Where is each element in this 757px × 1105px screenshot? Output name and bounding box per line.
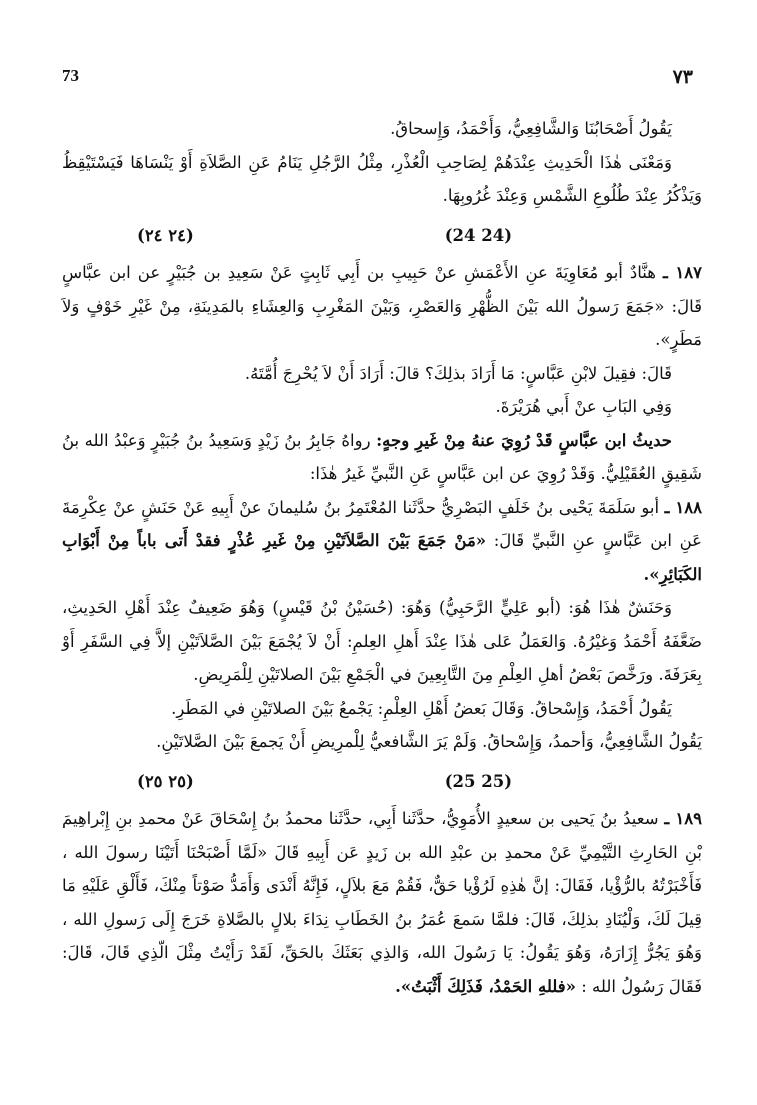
paragraph: يَقُولُ الشَّافِعِيُّ، وَأحمدُ، وَإِسْحاقُ. وَلَمْ يَرَ الشَّافعيُّ لِلْمرِيضِ أَنْ يَجمعَ بَيْنَ الصَّلاتَيْنِ. (156, 732, 702, 751)
paragraph: يَقُولُ أَحْمَدُ، وَإِسْحاقُ. وَقَالَ بَعضُ أَهْلِ العِلْمِ: يَجْمعُ بَيْنَ الصلاتَيْنِ في المَطَرِ. (171, 698, 672, 718)
paragraph: وَحَنَشٌ هٰذَا هُوَ: (أبو عَلِيٍّ الرَّحَبِيُّ) وَهُوَ: (حُسَيْنُ بْنُ قَيْسٍ) وَهُوَ ضَعِيفٌ عِنْدَ أَهْلِ الحَدِيثِ، ضَعَّفَهُ أَحْمَدُ وَغيْرُهُ. وَالعَمَلُ عَلى هٰذَا عِنْدَ أَهلِ العِلمِ: أَنْ لاَ يُجْمَعَ بَيْنَ الصَّلاَتَيْنِ إلاَّ فِي السَّفَرِ أَوْ بِعَرَفَةَ. ورَخَّصَ بَعْضُ أهلِ العِلْمِ مِنَ التَّابِعِينَ في الْجَمْعِ بَيْنَ الصلاتَيْنِ لِلْمَرِيضِ. (62, 598, 702, 684)
hadith-matn: «مَنْ جَمَعَ بَيْنَ الصَّلاَتَيْنِ مِنْ غَيرِ عُذْرٍ فقدْ أَتى باباً مِنْ أَبْوَابِ الكَبَائِرِ». (62, 531, 702, 584)
grading-text: رواهُ جَابِرُ بنُ زَيْدٍ وَسَعِيدُ بنُ جُبَيْرٍ وَعبْدُ الله بنُ شَقِيقٍ العُقَيْلِيُّ. وَقَدْ رُوِيَ عن ابن عَبَّاسٍ عَنِ النَّبيِّ غَيرُ هٰذَا: (62, 430, 702, 483)
grading-paragraph (62, 424, 702, 491)
hadith-text: أبو سَلَمَةَ يَحْيى بنُ خَلَفٍ البَصْرِيُّ حدَّثَنا المُعْتَمِرُ بنُ سُليمانَ عنْ أَبِيهِ عَنْ حَنَشٍ عنْ عِكْرِمَةَ عَنِ ابن عَبَّاسٍ عنِ النَّبيِّ قَالَ: (62, 497, 702, 550)
section-number-arabic: (٢٥ ٢٥) (137, 771, 194, 791)
page-content (62, 112, 702, 1003)
hadith-text: هنَّادٌ أبو مُعَاوِيَةَ عنِ الأَعْمَشِ عنْ حَبِيبِ بن أَبِي ثَابِتٍ عَنْ سَعِيدِ بن جُبَيْرٍ عن ابن عبَّاسٍ قَالَ: «جَمَعَ رَسولُ الله بَيْنَ الظُّهْرِ وَالعَصْرِ، وَبَيْنَ المَغْرِبِ وَالعِشَاءِ بالمَدِينَةِ، مِنْ غَيْرِ خَوْفٍ وَلاَ مَطَرٍ». (62, 263, 702, 349)
grading-statement: حديثُ ابن عبَّاسٍ قَدْ رُوِيَ عنهُ مِنْ غَيرِ وجهٍ: (376, 430, 672, 450)
section-header (62, 765, 702, 799)
hadith-text: سعيدُ بنُ يَحيى بن سعيدٍ الأُمَوِيُّ، حدَّثَنا أَبِي، حدَّثَنا محمدُ بنُ إِسْحَاقَ عَنْ محمدِ بنِ إِبْراهِيمَ بْنِ الحَارِثِ التَّيْمِيِّ عَنْ محمدِ بن عبْدِ الله بن زَيدٍ عَن أَبِيهِ قَالَ «لَمَّا أَصْبَحْنَا أَتَيْنَا رسولَ الله ، فَأَخْبَرْتُهُ بالرُّؤْيا، فَقَالَ: إنَّ هٰذِهِ لَرُؤْيا حَقٌّ، فَقُمْ مَعَ بلاَلٍ، فَإِنَّهُ أَنْدَى وَأَمَدُّ صَوْتاً مِنْكَ، فَأَلْقِ عَلَيْهِ مَا قِيلَ لَكَ، وَلْيُنَادِ بذلِكَ، قَالَ: فلمَّا سَمعَ عُمَرُ بنُ الخَطَابِ نِدَاءَ بلالٍ بالصَّلاةِ خَرَجَ إِلَى رَسولِ الله ، وَهُوَ يَجُرُّ إِزَارَهُ، وَهُوَ يَقُولُ: يَا رَسُولَ الله، وَالذِي بَعَثَكَ بالحَقِّ، لَقَدْ رَأَيْتُ مِثْلَ الّذِي قَالَ، قَالَ: فَقَالَ رَسُولُ الله : (62, 809, 703, 996)
section-header (62, 219, 702, 253)
paragraph: يَقُولُ أَصْحَابُنَا وَالشَّافِعِيُّ، وَأَحْمَدُ، وَإِسحاقُ. (390, 119, 672, 138)
hadith-number: ١٨٨ ـ (664, 497, 702, 517)
page-number-right: ٧٣ (672, 66, 693, 88)
hadith-matn: «فللهِ الحَمْدُ، فَذَلِكَ أَثْبَتُ». (395, 976, 576, 996)
paragraph: قَالَ: فقِيلَ لابْنِ عَبَّاسٍ: مَا أَرَادَ بذلِكَ؟ قالَ: أَرَادَ أَنْ لاَ يُحْرِجَ أُمَّتَهُ. (244, 363, 672, 383)
section-number-arabic: (٢٤ ٢٤) (137, 225, 194, 245)
hadith-188 (62, 491, 702, 592)
hadith-187 (62, 256, 702, 357)
hadith-number: ١٨٧ ـ (663, 263, 702, 282)
hadith-number: ١٨٩ ـ (664, 809, 702, 828)
page-number-left: 73 (62, 66, 79, 85)
paragraph: وَفِي البَابِ عنْ أَبي هُرَيْرَةَ. (495, 397, 672, 416)
section-number-latin: (25 25) (444, 771, 512, 791)
hadith-189 (62, 802, 702, 1003)
paragraph: وَمَعْنَى هٰذَا الْحَدِيثِ عِنْدَهُمْ لِصَاحِبِ الْعُذْرِ، مِثْلُ الرَّجُلِ يَنَامُ عَنِ الصَّلاَةِ أَوْ يَنْسَاهَا فَيَسْتَيْقِظُ وَيَذْكُرُ عِنْدَ طُلُوعِ الشَّمْسِ وَعِنْدَ غُرُوبِهَا. (62, 152, 702, 205)
section-number-latin: (24 24) (444, 225, 512, 245)
